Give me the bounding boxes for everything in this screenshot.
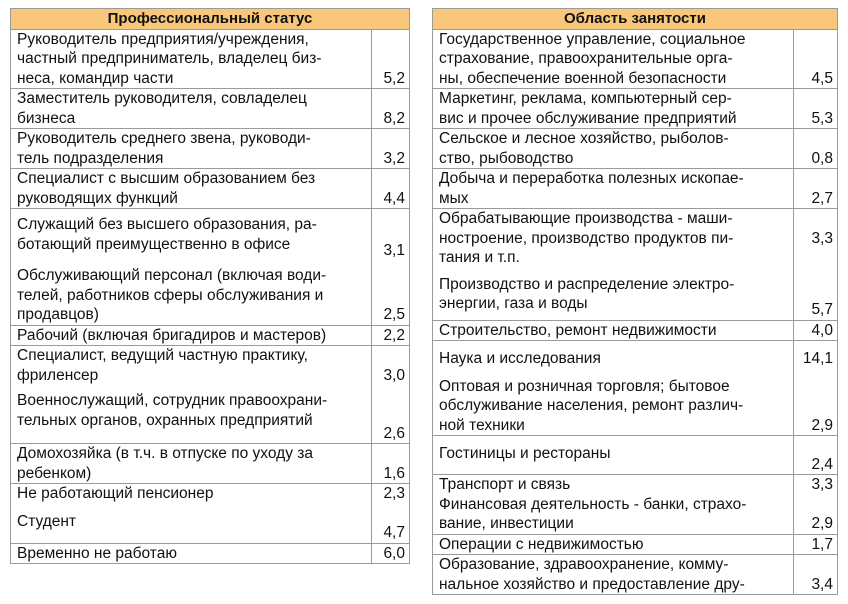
professional-status-table (10, 8, 410, 564)
table-header: Профессиональный статус (11, 9, 410, 30)
table-row (11, 346, 410, 386)
table-row (433, 268, 838, 321)
row-label: Не работающий пенсионер (11, 484, 372, 504)
row-value: 4,4 (371, 169, 409, 209)
row-value: 4,0 (793, 320, 837, 341)
row-label: Маркетинг, реклама, компьютерный сер- вис и прочее обслуживание предприятий (433, 89, 794, 129)
row-label: Сельское и лесное хозяйство, рыболов- ство, рыбоводство (433, 129, 794, 169)
table-row (433, 534, 838, 555)
row-value: 2,9 (793, 495, 837, 535)
row-value: 2,4 (793, 436, 837, 475)
row-value: 14,1 (793, 341, 837, 369)
table-header: Область занятости (433, 9, 838, 30)
row-label: Образование, здравоохранение, комму- нальное хозяйство и предоставление дру- (433, 555, 794, 595)
row-value: 2,9 (793, 369, 837, 436)
row-label: Производство и распределение электро- энергии, газа и воды (433, 268, 794, 321)
row-label: Оптовая и розничная торговля; бытовое обслуживание населения, ремонт различ- ной техники (433, 369, 794, 436)
table-header-row (433, 9, 838, 30)
row-value: 2,6 (371, 385, 409, 444)
row-label: Руководитель среднего звена, руководи- тель подразделения (11, 129, 372, 169)
row-label: Временно не работаю (11, 543, 372, 564)
table-row (11, 89, 410, 129)
table-header-row (11, 9, 410, 30)
table-row (11, 504, 410, 544)
row-value: 3,4 (793, 555, 837, 595)
row-value: 6,0 (371, 543, 409, 564)
row-label: Строительство, ремонт недвижимости (433, 320, 794, 341)
row-value: 3,1 (371, 209, 409, 261)
table-row (11, 444, 410, 484)
row-value: 5,7 (793, 268, 837, 321)
row-value: 2,7 (793, 169, 837, 209)
row-value: 0,8 (793, 129, 837, 169)
row-value: 1,7 (793, 534, 837, 555)
row-label: Транспорт и связь (433, 475, 794, 495)
table-row (11, 484, 410, 504)
row-label: Домохозяйка (в т.ч. в отпуске по уходу за ребенком) (11, 444, 372, 484)
table-row (433, 89, 838, 129)
table-row (11, 129, 410, 169)
table-row (433, 369, 838, 436)
table-row (433, 436, 838, 475)
row-value: 2,2 (371, 325, 409, 346)
table-row (433, 129, 838, 169)
row-value: 5,3 (793, 89, 837, 129)
row-value: 2,3 (371, 484, 409, 504)
row-label: Специалист с высшим образованием без руководящих функций (11, 169, 372, 209)
table-row (11, 543, 410, 564)
row-label: Заместитель руководителя, совладелец бизнеса (11, 89, 372, 129)
row-label: Специалист, ведущий частную практику, фриленсер (11, 346, 372, 386)
table-row (433, 555, 838, 595)
table-row (433, 341, 838, 369)
row-value: 4,5 (793, 29, 837, 89)
row-value: 2,5 (371, 260, 409, 325)
employment-area-table (432, 8, 838, 595)
row-label: Обслуживающий персонал (включая води- телей, работников сферы обслуживания и продавцов) (11, 260, 372, 325)
table-row (433, 169, 838, 209)
row-label: Наука и исследования (433, 341, 794, 369)
row-label: Операции с недвижимостью (433, 534, 794, 555)
table-row (11, 169, 410, 209)
row-value: 3,3 (793, 475, 837, 495)
row-value: 3,3 (793, 209, 837, 268)
row-label: Студент (11, 504, 372, 544)
row-label: Добыча и переработка полезных ископае- мых (433, 169, 794, 209)
row-value: 1,6 (371, 444, 409, 484)
row-value: 3,2 (371, 129, 409, 169)
table-row (433, 320, 838, 341)
row-label: Гостиницы и рестораны (433, 436, 794, 475)
table-row (11, 29, 410, 89)
row-label: Финансовая деятельность - банки, страхо- вание, инвестиции (433, 495, 794, 535)
table-row (433, 209, 838, 268)
row-label: Обрабатывающие производства - маши- ностроение, производство продуктов пи- тания и т.п. (433, 209, 794, 268)
table-row (433, 29, 838, 89)
table-row (11, 325, 410, 346)
row-value: 8,2 (371, 89, 409, 129)
table-row (11, 209, 410, 261)
row-label: Руководитель предприятия/учреждения, частный предприниматель, владелец биз- неса, командир части (11, 29, 372, 89)
row-value: 4,7 (371, 504, 409, 544)
table-row (433, 495, 838, 535)
row-label: Государственное управление, социальное страхование, правоохранительные орга- ны, обеспечение военной безопасности (433, 29, 794, 89)
table-row (11, 260, 410, 325)
row-label: Военнослужащий, сотрудник правоохрани- тельных органов, охранных предприятий (11, 385, 372, 444)
table-row (433, 475, 838, 495)
row-label: Служащий без высшего образования, ра- ботающий преимущественно в офисе (11, 209, 372, 261)
row-label: Рабочий (включая бригадиров и мастеров) (11, 325, 372, 346)
row-value: 3,0 (371, 346, 409, 386)
row-value: 5,2 (371, 29, 409, 89)
table-row (11, 385, 410, 444)
